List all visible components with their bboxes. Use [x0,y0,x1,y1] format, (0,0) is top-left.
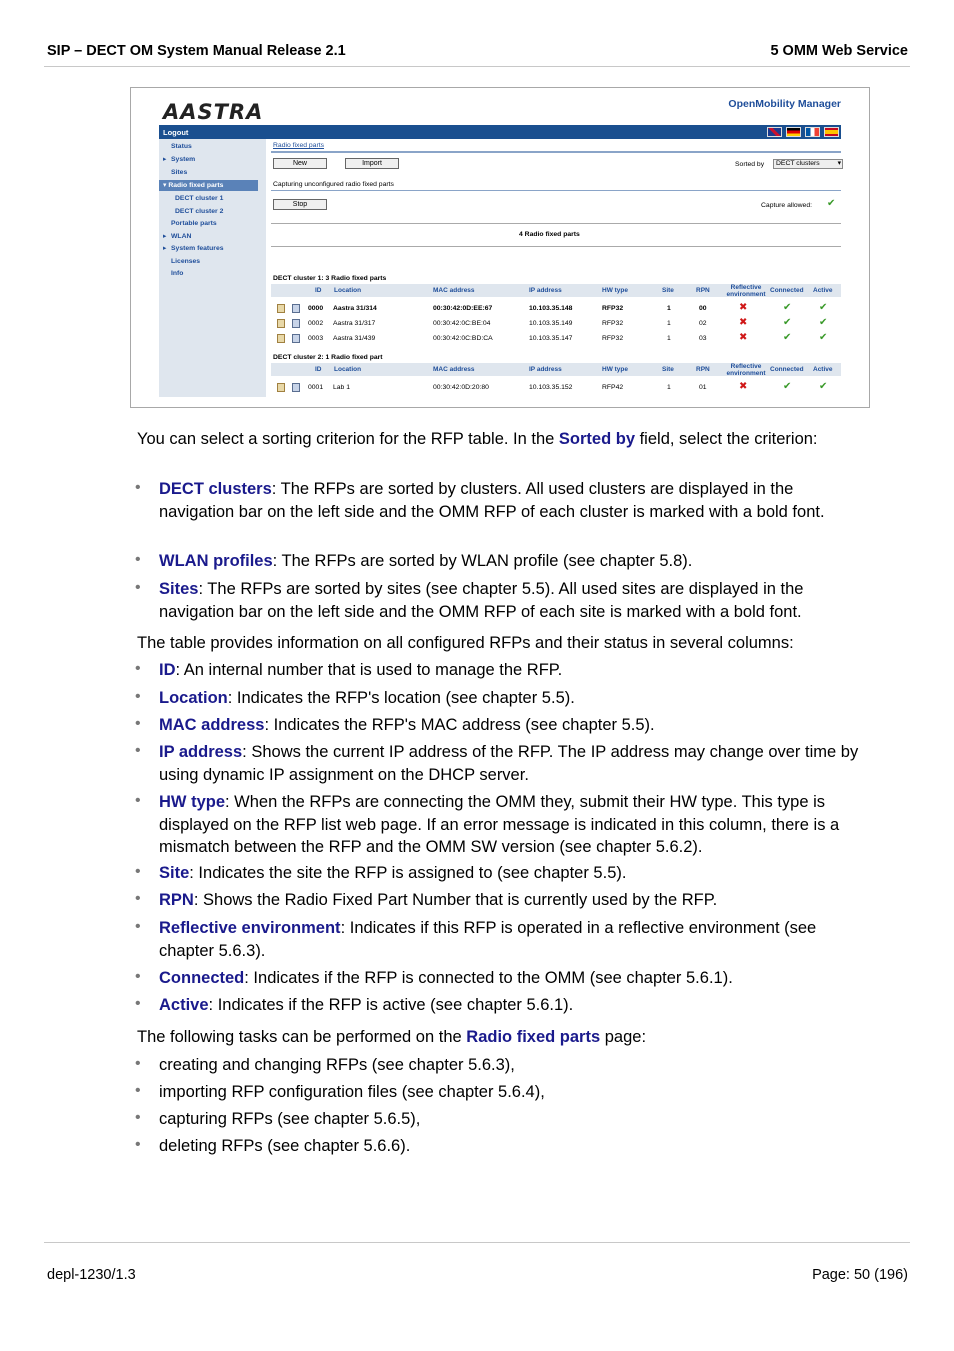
nav-status[interactable]: Status [171,143,192,150]
edit-icon[interactable] [277,319,285,328]
product-title: OpenMobility Manager [728,98,841,110]
bullet-icon: • [135,890,141,907]
bullet-icon: • [135,715,141,732]
connected-check-icon: ✔ [783,381,792,392]
kw-sites: Sites [159,580,199,598]
kw-site: Site [159,864,190,882]
col-active: Active [813,366,833,373]
active-check-icon: ✔ [819,332,828,343]
reflective-cross-icon: ✖ [739,332,748,343]
bullet-text: : Indicates the RFP's MAC address (see chapter 5.5). [264,716,655,734]
kw-hw: HW type [159,793,225,811]
sorted-by-label: Sorted by [735,161,765,168]
bullet-icon: • [135,479,141,496]
connected-check-icon: ✔ [783,332,792,343]
cell-ip: 10.103.35.148 [529,305,573,312]
kw-location: Location [159,689,228,707]
bullet-text: : When the RFPs are connecting the OMM they, submit their HW type. This type is displayed on the RFP list web page. If an error message is indicated in this column, there is a mismatch between the RFP and the OMM SW version (see chapter 5.6.2). [159,793,840,856]
top-bar [159,125,841,139]
kw-active: Active [159,996,209,1014]
bullet-icon: • [135,1136,141,1153]
col-location: Location [334,287,362,294]
cell-mac: 00:30:42:0D:20:80 [433,384,489,391]
tasks-paragraph [137,1026,867,1049]
col-location: Location [334,366,362,373]
cluster1-header [271,284,841,297]
nav-radio-fixed-parts[interactable]: ▾ Radio fixed parts [159,180,258,191]
cell-id: 0000 [308,305,324,312]
bullet-text: : The RFPs are sorted by clusters. All used clusters are displayed in the navigation bar on the left side and the OMM RFP of each cluster is marked with a bold font. [159,480,825,521]
cell-site: 1 [667,305,671,312]
cluster2-header [271,363,841,376]
nav-system[interactable]: System [171,156,196,163]
col-reflective: Reflective environment [726,363,766,377]
title-rule [271,151,841,153]
bullet-dect-clusters [159,478,849,523]
col-rpn: RPN [696,287,710,294]
connected-check-icon: ✔ [783,302,792,313]
nav-system-features[interactable]: System features [171,245,224,252]
table-row [271,317,841,332]
doc-id: depl-1230/1.3 [47,1267,136,1283]
col-mac: MAC address [433,287,475,294]
intro-paragraph [137,428,867,451]
nav-radio-fixed-parts-label: Radio fixed parts [168,182,224,189]
cell-id: 0002 [308,320,324,327]
col-reflective: Reflective environment [726,284,766,298]
bullet-reflective [159,917,869,962]
bullet-wlan-profiles [159,550,869,573]
cluster2-title: DECT cluster 2: 1 Radio fixed part [273,354,383,361]
nav-wlan[interactable]: WLAN [171,233,192,240]
bullet-text: : Indicates if this RFP is operated in a reflective environment (see chapter 5.6.3). [159,919,817,960]
table-row [271,332,841,347]
list-icon[interactable] [292,383,300,392]
tasks-text-a: The following tasks can be performed on the [137,1028,467,1046]
count-box [271,223,841,247]
logout-link[interactable]: Logout [163,128,189,137]
bullet-icon: • [135,551,141,568]
bullet-icon: • [135,968,141,985]
header-chapter: 5 OMM Web Service [770,43,908,59]
kw-rpn: RPN [159,891,194,909]
bullet-id [159,659,869,682]
cluster1-title: DECT cluster 1: 3 Radio fixed parts [273,275,387,282]
table-row [271,302,841,317]
kw-mac: MAC address [159,716,265,734]
main-panel [271,139,841,397]
bullet-active [159,994,869,1017]
cell-mac: 00:30:42:0C:BD:CA [433,335,493,342]
chevron-down-icon: ▾ [837,160,841,167]
bullet-icon: • [135,688,141,705]
intro-text-a: You can select a sorting criterion for the RFP table. In the [137,430,559,448]
flag-es-icon[interactable] [824,127,839,137]
reflective-cross-icon: ✖ [739,381,748,392]
kw-id: ID [159,661,176,679]
cell-rpn: 02 [699,320,707,327]
flag-uk-icon[interactable] [767,127,782,137]
bullet-icon: • [135,742,141,759]
nav-dect-cluster-2[interactable]: DECT cluster 2 [175,208,224,215]
nav-wlan-arrow: ▸ [163,233,167,240]
intro-text-b: field, select the criterion: [635,430,818,448]
kw-reflective: Reflective environment [159,919,341,937]
edit-icon[interactable] [277,334,285,343]
cell-hw: RFP32 [602,305,624,312]
cell-mac: 00:30:42:0D:EE:67 [433,305,493,312]
bullet-text: : Indicates the RFP's location (see chapter 5.5). [227,689,575,707]
cell-rpn: 00 [699,305,707,312]
reflective-cross-icon: ✖ [739,302,748,313]
bullet-text: : The RFPs are sorted by WLAN profile (see chapter 5.8). [272,552,693,570]
bullet-icon: • [135,660,141,677]
bullet-text: : Indicates if the RFP is connected to the OMM (see chapter 5.6.1). [244,969,733,987]
bullet-icon: • [135,1109,141,1126]
bullet-site [159,862,869,885]
sorted-by-value: DECT clusters [776,160,820,167]
table-row [271,381,841,396]
bullet-mac [159,714,869,737]
cell-ip: 10.103.35.147 [529,335,573,342]
header-title: SIP – DECT OM System Manual Release 2.1 [47,43,346,59]
list-icon[interactable] [292,319,300,328]
nav-licenses[interactable]: Licenses [171,258,201,265]
page-title-link[interactable]: Radio fixed parts [273,142,325,149]
cell-rpn: 01 [699,384,707,391]
bullet-text: : Shows the Radio Fixed Part Number that is currently used by the RFP. [193,891,718,909]
bullet-text: : The RFPs are sorted by sites (see chapter 5.5). All used sites are displayed in the navigation bar on the left side and the OMM RFP of each site is marked with a bold font. [159,580,804,621]
connected-check-icon: ✔ [783,317,792,328]
stop-button[interactable]: Stop [273,199,327,210]
cell-rpn: 03 [699,335,707,342]
capturing-label: Capturing unconfigured radio fixed parts [273,181,394,188]
bullet-text: : Shows the current IP address of the RFP. The IP address may change over time by using dynamic IP assignment on the DHCP server. [159,743,859,784]
reflective-cross-icon: ✖ [739,317,748,328]
col-site: Site [662,287,674,294]
cell-site: 1 [667,335,671,342]
cell-mac: 00:30:42:0C:BE:04 [433,320,491,327]
bullet-icon: • [135,918,141,935]
bullet-ip [159,741,869,786]
bullet-sites [159,578,869,623]
col-site: Site [662,366,674,373]
nav-system-arrow: ▸ [163,156,167,163]
bullet-icon: • [135,1055,141,1072]
nav-sites[interactable]: Sites [171,169,188,176]
delete-icon[interactable] [292,334,300,343]
kw-radio-fixed-parts: Radio fixed parts [466,1028,601,1046]
omm-screenshot [130,87,870,408]
cell-ip: 10.103.35.149 [529,320,573,327]
page-header [44,42,910,67]
nav-info[interactable]: Info [171,270,184,277]
active-check-icon: ✔ [819,302,828,313]
cell-hw: RFP32 [602,335,624,342]
sorted-by-select[interactable] [773,159,843,169]
edit-icon[interactable] [277,304,285,313]
cell-site: 1 [667,384,671,391]
new-button[interactable]: New [273,158,327,169]
bullet-icon: • [135,863,141,880]
bullet-connected [159,967,869,990]
task-delete: deleting RFPs (see chapter 5.6.6). [159,1137,411,1155]
bullet-icon: • [135,579,141,596]
col-mac: MAC address [433,366,475,373]
flag-fr-icon[interactable] [805,127,820,137]
bullet-text: : Indicates the site the RFP is assigned to (see chapter 5.5). [189,864,627,882]
list-icon[interactable] [292,304,300,313]
tasks-text-b: page: [600,1028,647,1046]
cell-ip: 10.103.35.152 [529,384,573,391]
columns-paragraph: The table provides information on all configured RFPs and their status in several columns: [137,634,794,652]
kw-sorted-by: Sorted by [558,430,636,448]
task-import: importing RFP configuration files (see chapter 5.6.4), [159,1083,545,1101]
nav-system-features-arrow: ▸ [163,245,167,252]
check-icon: ✔ [827,198,836,209]
col-active: Active [813,287,833,294]
bullet-icon: • [135,792,141,809]
col-connected: Connected [770,287,804,294]
task-create: creating and changing RFPs (see chapter 5.6.3), [159,1056,515,1074]
language-flags [767,127,839,137]
cell-hw: RFP32 [602,320,624,327]
import-button[interactable]: Import [345,158,399,169]
cell-id: 0001 [308,384,324,391]
cell-loc: Aastra 31/314 [333,305,377,312]
nav-portable-parts[interactable]: Portable parts [171,220,217,227]
page-footer [44,1242,910,1283]
rfp-count: 4 Radio fixed parts [519,231,580,238]
kw-connected: Connected [159,969,245,987]
active-check-icon: ✔ [819,317,828,328]
col-rpn: RPN [696,366,710,373]
edit-icon[interactable] [277,383,285,392]
cell-hw: RFP42 [602,384,624,391]
col-connected: Connected [770,366,804,373]
nav-dect-cluster-1[interactable]: DECT cluster 1 [175,195,224,202]
task-capture: capturing RFPs (see chapter 5.6.5), [159,1110,421,1128]
cell-loc: Aastra 31/439 [333,335,376,342]
aastra-logo: AASTRA [163,100,264,124]
bullet-text: : Indicates if the RFP is active (see chapter 5.6.1). [208,996,574,1014]
active-check-icon: ✔ [819,381,828,392]
kw-wlan-profiles: WLAN profiles [159,552,273,570]
kw-ip: IP address [159,743,243,761]
bullet-icon: • [135,995,141,1012]
col-hw: HW type [602,366,628,373]
bullet-location [159,687,869,710]
cell-site: 1 [667,320,671,327]
bullet-text: : An internal number that is used to manage the RFP. [175,661,563,679]
col-ip: IP address [529,366,562,373]
col-id: ID [315,287,322,294]
bullet-rpn [159,889,869,912]
bullet-hw [159,791,869,859]
col-id: ID [315,366,322,373]
capture-allowed-label: Capture allowed: [761,202,813,209]
flag-de-icon[interactable] [786,127,801,137]
nav-sidebar [159,139,266,397]
col-ip: IP address [529,287,562,294]
kw-dect-clusters: DECT clusters [159,480,272,498]
cell-id: 0003 [308,335,324,342]
cell-loc: Lab 1 [333,384,351,391]
capture-rule [271,190,841,191]
page-number: Page: 50 (196) [812,1267,908,1283]
bullet-icon: • [135,1082,141,1099]
col-hw: HW type [602,287,628,294]
cell-loc: Aastra 31/317 [333,320,376,327]
